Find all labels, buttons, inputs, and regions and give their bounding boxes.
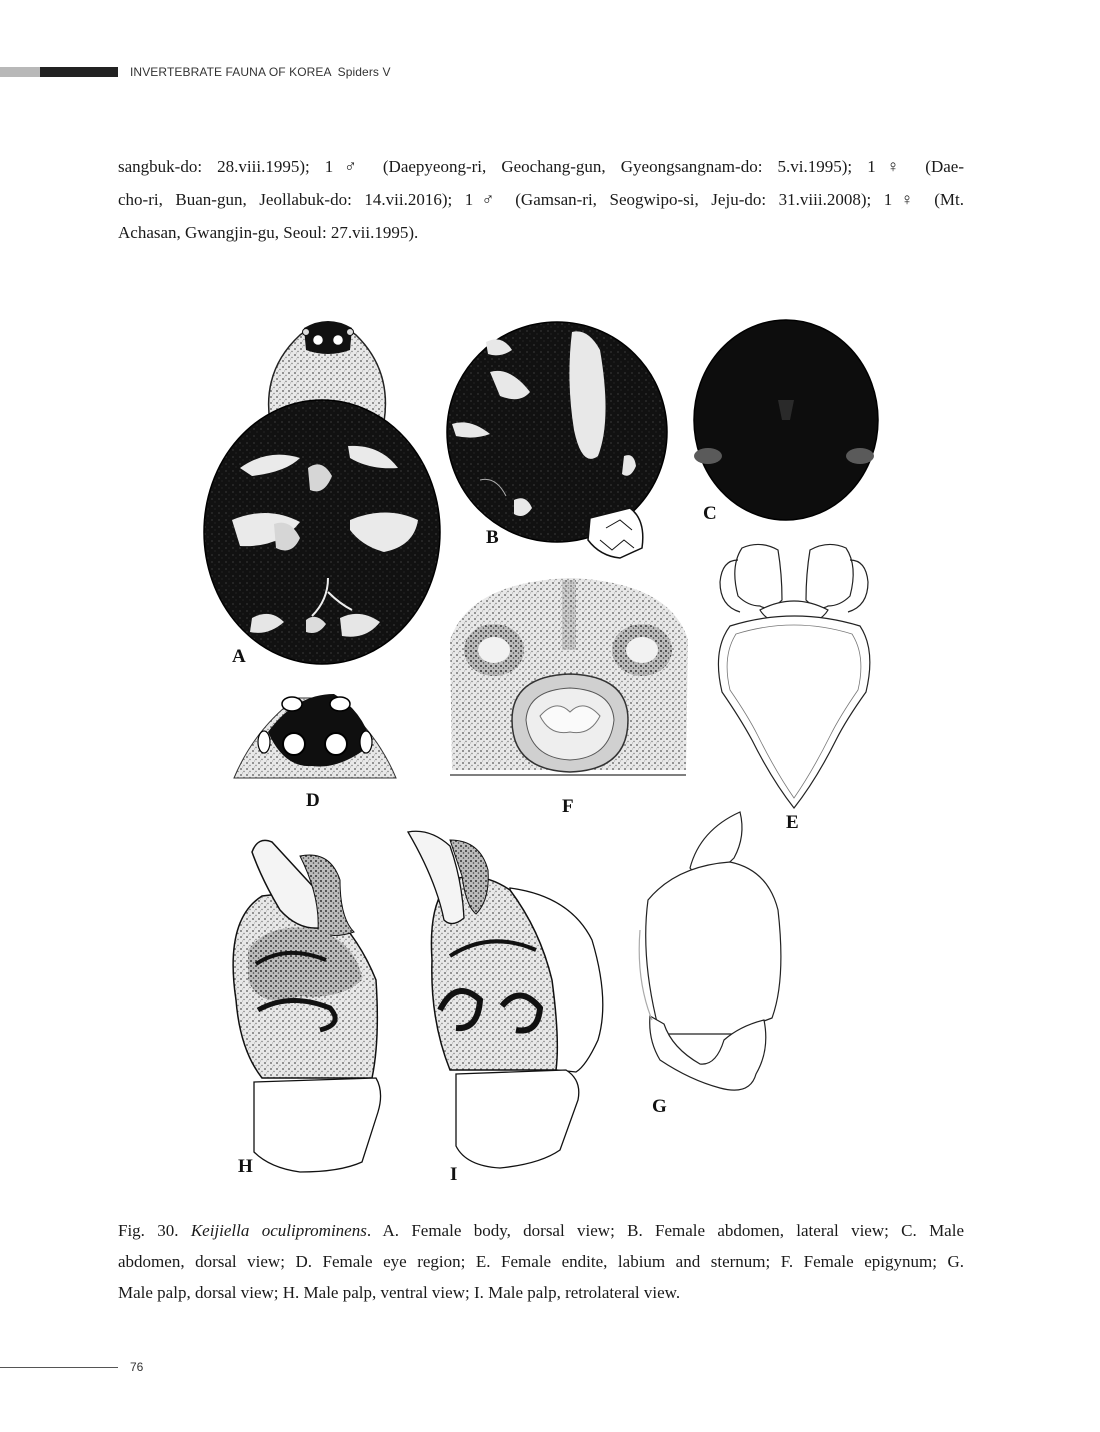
body-line-2: cho-ri, Buan-gun, Jeollabuk-do: 14.vii.2016); 1♂ (Gamsan-ri, Seogwipo-si, Jeju-do: 31.viii.2008); 1♀ (Mt.	[118, 190, 964, 209]
panel-label-a: A	[232, 646, 246, 667]
panel-label-b: B	[486, 527, 499, 548]
body-line-3: Achasan, Gwangjin-gu, Seoul: 27.vii.1995).	[118, 223, 419, 242]
panel-label-g: G	[652, 1096, 667, 1117]
caption-line-2: abdomen, dorsal view; D. Female eye region; E. Female endite, labium and sternum; F. Female epigynum; G.	[118, 1252, 964, 1271]
header-bar-gray	[0, 67, 40, 77]
panel-b-female-abdomen-lateral	[447, 322, 667, 558]
caption-species: Keijiella oculiprominens	[190, 1221, 367, 1240]
panel-d-female-eye-region	[234, 694, 396, 778]
panel-label-f: F	[562, 796, 574, 817]
figure-caption	[118, 1215, 964, 1308]
panel-a-female-body-dorsal	[204, 321, 440, 664]
caption-line1-rest: . A. Female body, dorsal view; B. Female abdomen, lateral view; C. Male	[366, 1221, 964, 1240]
panel-e-endite-labium-sternum	[718, 544, 869, 808]
header-series: INVERTEBRATE FAUNA OF KOREA	[130, 65, 332, 79]
panel-c-male-abdomen-dorsal	[694, 320, 878, 520]
panel-g-male-palp-dorsal	[639, 812, 781, 1090]
panel-label-c: C	[703, 503, 717, 524]
panel-label-d: D	[306, 790, 320, 811]
running-header	[130, 65, 391, 79]
figure-30-plate	[0, 300, 1100, 1200]
panel-h-male-palp-ventral	[233, 840, 380, 1172]
panel-label-e: E	[786, 812, 799, 833]
caption-line-1	[118, 1215, 964, 1246]
footer-rule	[0, 1367, 118, 1368]
header-volume: Spiders V	[337, 65, 391, 79]
panel-label-h: H	[238, 1156, 253, 1177]
body-line-1: sangbuk-do: 28.viii.1995); 1♂ (Daepyeong-ri, Geochang-gun, Gyeongsangnam-do: 5.vi.1995); 1♀ (Dae-	[118, 157, 964, 176]
panel-i-male-palp-retrolateral	[408, 831, 603, 1168]
body-paragraph	[118, 150, 964, 249]
page-number: 76	[130, 1360, 144, 1374]
panel-label-i: I	[450, 1164, 458, 1185]
panel-f-female-epigynum	[450, 578, 688, 775]
caption-prefix: Fig. 30.	[118, 1221, 191, 1240]
header-bar-black	[40, 67, 118, 77]
caption-line-3: Male palp, dorsal view; H. Male palp, ventral view; I. Male palp, retrolateral view.	[118, 1283, 681, 1302]
